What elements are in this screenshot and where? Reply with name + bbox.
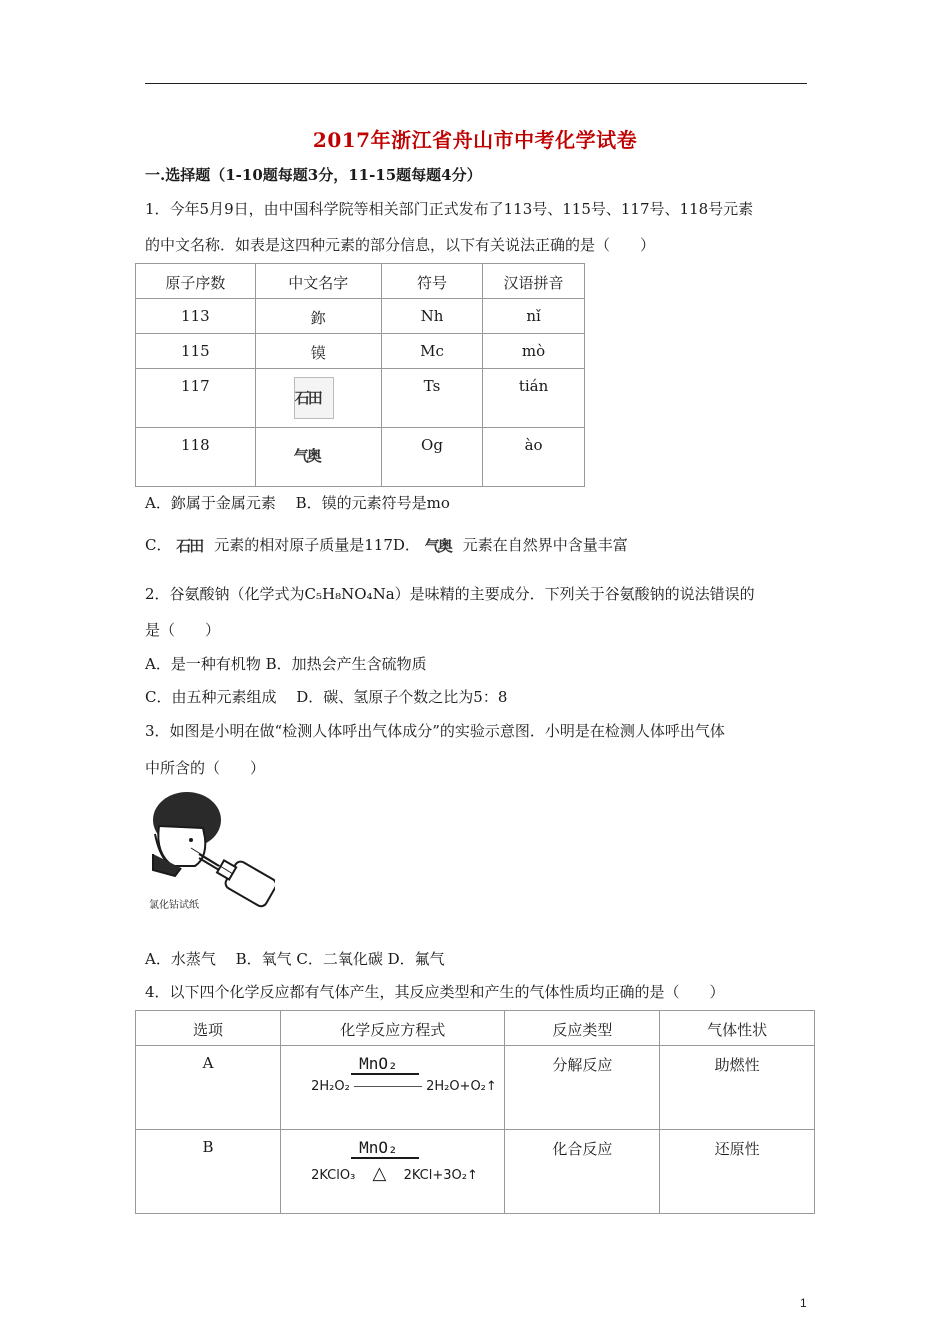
q4-stem: 4．以下四个化学反应都有气体产生，其反应类型和产生的气体性质均正确的是（ ） [145,983,725,1001]
option-d-text: 元素在自然界中含量丰富 [462,536,628,554]
option-c-text: 元素的相对原子质量是117D． [214,536,420,554]
element-pinyin: ào [483,428,585,487]
element-glyph-image: 气奥 [293,447,320,465]
table-row [136,299,585,334]
q2-stem-line1: 2．谷氨酸钠（化学式为C₅H₈NO₄Na）是味精的主要成分．下列关于谷氨酸钠的说法错误的 [145,585,755,603]
figure-caption: 氯化钴试纸 [149,900,199,911]
page-number: 1 [800,1296,807,1310]
table-header: 选项 [136,1011,281,1046]
q2-options-ab: A．是一种有机物 B．加热会产生含硫物质 [145,655,427,673]
table-header: 反应类型 [505,1011,660,1046]
element-symbol: Nh [381,299,482,334]
equation-cell [281,1046,505,1130]
q1-stem-line2: 的中文名称．如表是这四种元素的部分信息，以下有关说法正确的是（ ） [145,236,656,254]
option-c-label: C． [145,536,172,554]
element-pinyin: tián [483,369,585,428]
element-glyph-image: 石田 [294,377,334,419]
element-symbol: Mc [381,334,482,369]
table-row [136,1130,815,1214]
breath-test-illustration [145,784,275,920]
q3-stem-line1: 3．如图是小明在做“检测人体呼出气体成分”的实验示意图．小明是在检测人体呼出气体 [145,722,725,740]
reactants: 2KClO₃ [311,1168,356,1183]
atomic-number: 115 [136,334,256,369]
equation [311,1163,500,1184]
table-header: 中文名字 [255,264,381,299]
gas-property: 助燃性 [660,1046,815,1130]
q1-options-cd [145,528,628,564]
q2-stem-line2: 是（ ） [145,621,221,639]
tian-glyph-image: 石田 [176,537,203,555]
reactants: 2H₂O₂ [311,1079,350,1094]
element-symbol: Og [381,428,482,487]
table-row [136,1046,815,1130]
atomic-number: 117 [136,369,256,428]
products: 2KCl+3O₂↑ [403,1168,478,1183]
table-row [136,334,585,369]
table-row [136,428,585,487]
heat-triangle-icon: △ [372,1163,387,1184]
option-label: A [136,1046,281,1130]
q1-element-table [135,263,585,487]
ao-glyph-image: 气奥 [424,537,451,555]
element-name: 镆 [255,334,381,369]
breath-test-figure [145,784,275,920]
q1-options-ab: A．鉨属于金属元素 B．镆的元素符号是mo [145,494,450,512]
equation-bar [351,1157,419,1159]
table-header: 化学反应方程式 [281,1011,505,1046]
section-heading: 一.选择题（1-10题每题3分，11-15题每题4分） [145,166,482,184]
reaction-type: 分解反应 [505,1046,660,1130]
element-pinyin: mò [483,334,585,369]
atomic-number: 113 [136,299,256,334]
q3-stem-line2: 中所含的（ ） [145,759,266,777]
q2-options-cd: C．由五种元素组成 D．碳、氢原子个数之比为5：8 [145,688,508,706]
equation [311,1079,500,1094]
catalyst: MnO₂ [359,1054,398,1073]
table-header: 气体性状 [660,1011,815,1046]
catalyst: MnO₂ [359,1138,398,1157]
q4-reaction-table [135,1010,815,1214]
q3-options: A．水蒸气 B．氧气 C．二氧化碳 D．氟气 [145,950,445,968]
element-name: 鉨 [255,299,381,334]
reaction-type: 化合反应 [505,1130,660,1214]
table-row [136,369,585,428]
q1-stem-line1: 1．今年5月9日，由中国科学院等相关部门正式发布了113号、115号、117号、118号元素 [145,200,754,218]
exam-title: 2017年浙江省舟山市中考化学试卷 [312,128,638,152]
option-label: B [136,1130,281,1214]
equation-cell [281,1130,505,1214]
element-symbol: Ts [381,369,482,428]
equation-bar [351,1073,419,1075]
gas-property: 还原性 [660,1130,815,1214]
element-pinyin: nǐ [483,299,585,334]
atomic-number: 118 [136,428,256,487]
header-rule [145,83,807,84]
table-header: 符号 [381,264,482,299]
products: 2H₂O+O₂↑ [426,1079,497,1094]
table-header: 原子序数 [136,264,256,299]
table-header: 汉语拼音 [483,264,585,299]
